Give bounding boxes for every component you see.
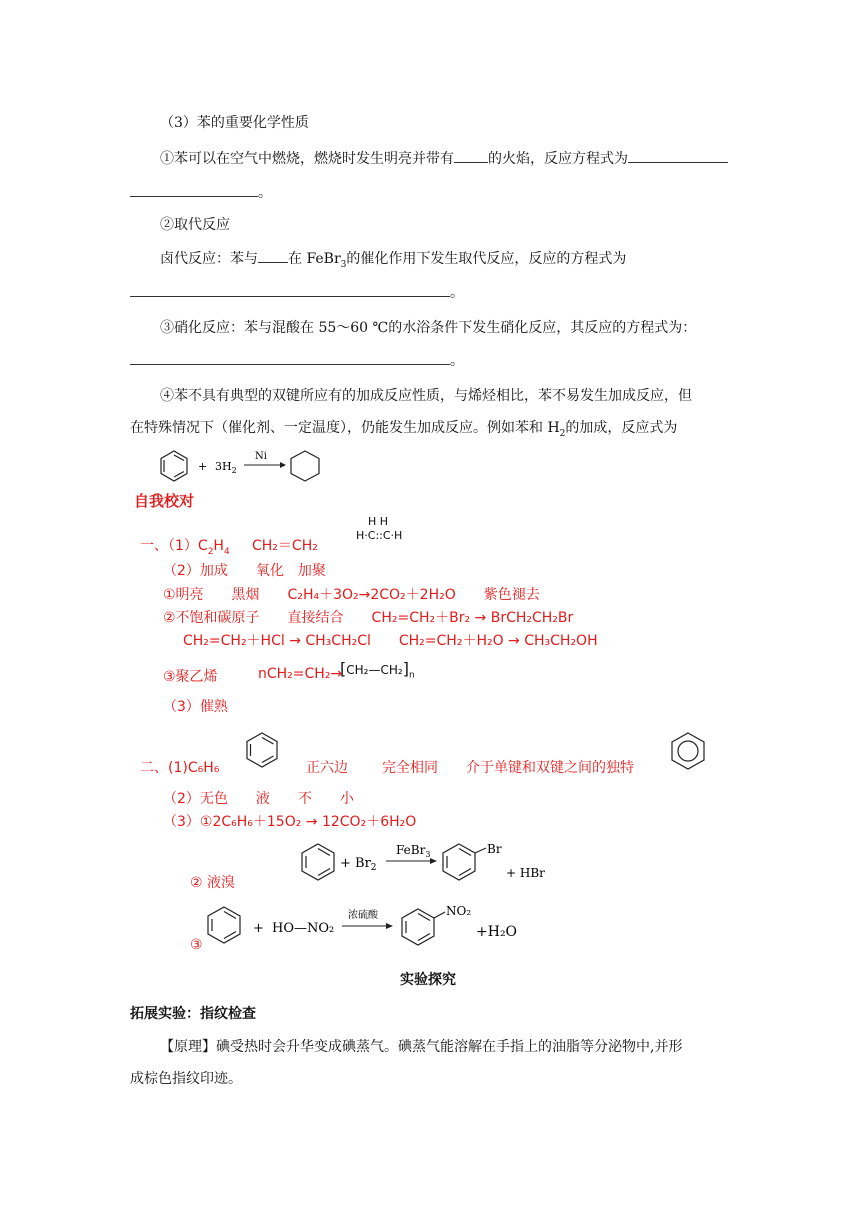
section-heading: （3）苯的重要化学性质 xyxy=(160,115,309,131)
text: 的催化作用下发生取代反应，反应的方程式为 xyxy=(346,251,627,267)
paragraph-halogenation xyxy=(160,248,626,270)
catalyst-label: 浓硫酸 xyxy=(348,910,378,921)
text: H H xyxy=(368,515,389,528)
answer-1-1 xyxy=(140,535,230,557)
answer-1-6-eq: nCH₂=CH₂→ xyxy=(258,666,343,682)
answer-1-7: （3）催熟 xyxy=(163,699,228,715)
text: 的火焰，反应方程式为 xyxy=(488,151,628,167)
answer-2-1-c: 介于单键和双键之间的独特 xyxy=(466,760,634,776)
paragraph-nitration-cont xyxy=(130,350,464,370)
text: ③聚乙烯 xyxy=(163,669,218,685)
answer-2-5-label: ③ xyxy=(190,937,203,953)
cyclohexane-ring-icon xyxy=(291,451,319,481)
reagent: + $Br_2$ xyxy=(340,856,377,873)
answer-2-4-label: ② 液溴 xyxy=(190,875,236,891)
nitrobenzene-ring-icon xyxy=(402,909,445,945)
electron-formula xyxy=(356,515,402,543)
paragraph-halogenation-cont xyxy=(130,282,464,302)
catalyst-label: Ni xyxy=(255,451,267,462)
text: 的加成，反应式为 xyxy=(565,420,678,436)
byproduct: + HBr xyxy=(506,866,545,880)
benzene-kekule-icon xyxy=(244,730,280,770)
paragraph-nitration: ③硝化反应：苯与混酸在 55～60 ℃的水浴条件下发生硝化反应，其反应的方程式为： xyxy=(160,320,697,336)
plus-sign: + xyxy=(198,460,208,473)
arrow-head xyxy=(430,858,437,864)
blank-line xyxy=(258,250,288,263)
blank-line xyxy=(454,150,488,163)
text: 在特殊情况下（催化剂、一定温度），仍能发生加成反应。例如苯和 H xyxy=(130,420,560,436)
arrow-head xyxy=(386,923,393,929)
product-label: Br xyxy=(487,842,502,856)
catalyst-label: FeBr$_3$ xyxy=(396,843,431,859)
paragraph-addition-line1: ④苯不具有典型的双键所应有的加成反应性质，与烯烃相比，苯不易发生加成反应，但 xyxy=(160,388,692,404)
text: 。 xyxy=(450,285,464,301)
paragraph-substitution: ②取代反应 xyxy=(160,217,230,233)
subscript: 2 xyxy=(207,546,214,557)
reagent: $3H_2$ xyxy=(215,460,237,475)
text: H·C::C·H xyxy=(356,529,403,542)
nitration-equation xyxy=(200,902,530,952)
text: 在 FeBr xyxy=(288,251,341,267)
subscript: 2 xyxy=(559,428,566,439)
product-label: NO₂ xyxy=(446,904,472,918)
text: CH₂—CH₂ xyxy=(346,663,403,677)
subscript: 4 xyxy=(223,546,230,557)
text: 一、（1）C xyxy=(140,538,208,554)
experiment-heading: 实验探究 xyxy=(400,972,456,988)
answer-2-1: 二、(1)C₆H₆ xyxy=(140,760,220,776)
polymer-formula: $[CH_2—CH_2]_n$ xyxy=(340,659,415,681)
answer-1-6 xyxy=(163,666,218,686)
blank-line xyxy=(130,184,258,197)
subscript: 3 xyxy=(340,259,347,270)
paragraph-combustion-cont xyxy=(130,182,272,202)
text: H xyxy=(213,538,224,554)
answers-title: 自我校对 xyxy=(134,492,195,510)
arrow-head xyxy=(280,462,286,468)
hydrogenation-equation xyxy=(158,448,338,486)
answer-1-3: ①明亮 黑烟 C₂H₄＋3O₂→2CO₂＋2H₂O 紫色褪去 xyxy=(163,587,540,603)
paragraph-combustion xyxy=(160,148,728,168)
byproduct: +H₂O xyxy=(476,924,518,940)
answer-1-2: （2）加成 氧化 加聚 xyxy=(163,563,326,579)
text: 卤代反应：苯与 xyxy=(160,251,258,267)
blank-line xyxy=(628,150,728,163)
answer-2-2: （2）无色 液 不 小 xyxy=(163,791,354,807)
paragraph-addition-line2 xyxy=(130,417,677,439)
text: ①苯可以在空气中燃烧，燃烧时发生明亮并带有 xyxy=(160,151,454,167)
plus-sign: + xyxy=(253,921,264,936)
benzene-ring-icon xyxy=(161,451,187,481)
benzene-circle-icon xyxy=(668,730,708,772)
text: 。 xyxy=(450,353,464,369)
answer-1-4: ②不饱和碳原子 直接结合 CH₂=CH₂＋Br₂ → BrCH₂CH₂Br xyxy=(163,610,574,626)
text: 。 xyxy=(258,185,272,201)
bromination-equation xyxy=(296,840,566,888)
blank-line xyxy=(130,352,450,365)
answer-1-5: CH₂=CH₂＋HCl → CH₃CH₂Cl CH₂=CH₂＋H₂O → CH₃CH₂OH xyxy=(183,633,598,649)
blank-line xyxy=(130,284,450,297)
answer-1-1-structure: CH₂＝CH₂ xyxy=(252,538,318,554)
answer-2-1-b: 完全相同 xyxy=(382,760,438,776)
answer-2-1-a: 正六边 xyxy=(306,760,348,776)
bromobenzene-ring-icon xyxy=(443,844,486,880)
reagent: HO—NO₂ xyxy=(272,921,335,936)
answer-2-3: （3）①2C₆H₆＋15O₂ → 12CO₂＋6H₂O xyxy=(163,814,417,830)
benzene-ring-icon xyxy=(208,907,240,943)
experiment-principle-line2: 成棕色指纹印迹。 xyxy=(130,1071,242,1087)
experiment-principle-line1: 【原理】碘受热时会升华变成碘蒸气。碘蒸气能溶解在手指上的油脂等分泌物中,并形 xyxy=(160,1039,683,1055)
benzene-ring-icon xyxy=(302,844,334,880)
experiment-subheading: 拓展实验：指纹检查 xyxy=(130,1006,256,1022)
subscript: n xyxy=(408,670,415,681)
